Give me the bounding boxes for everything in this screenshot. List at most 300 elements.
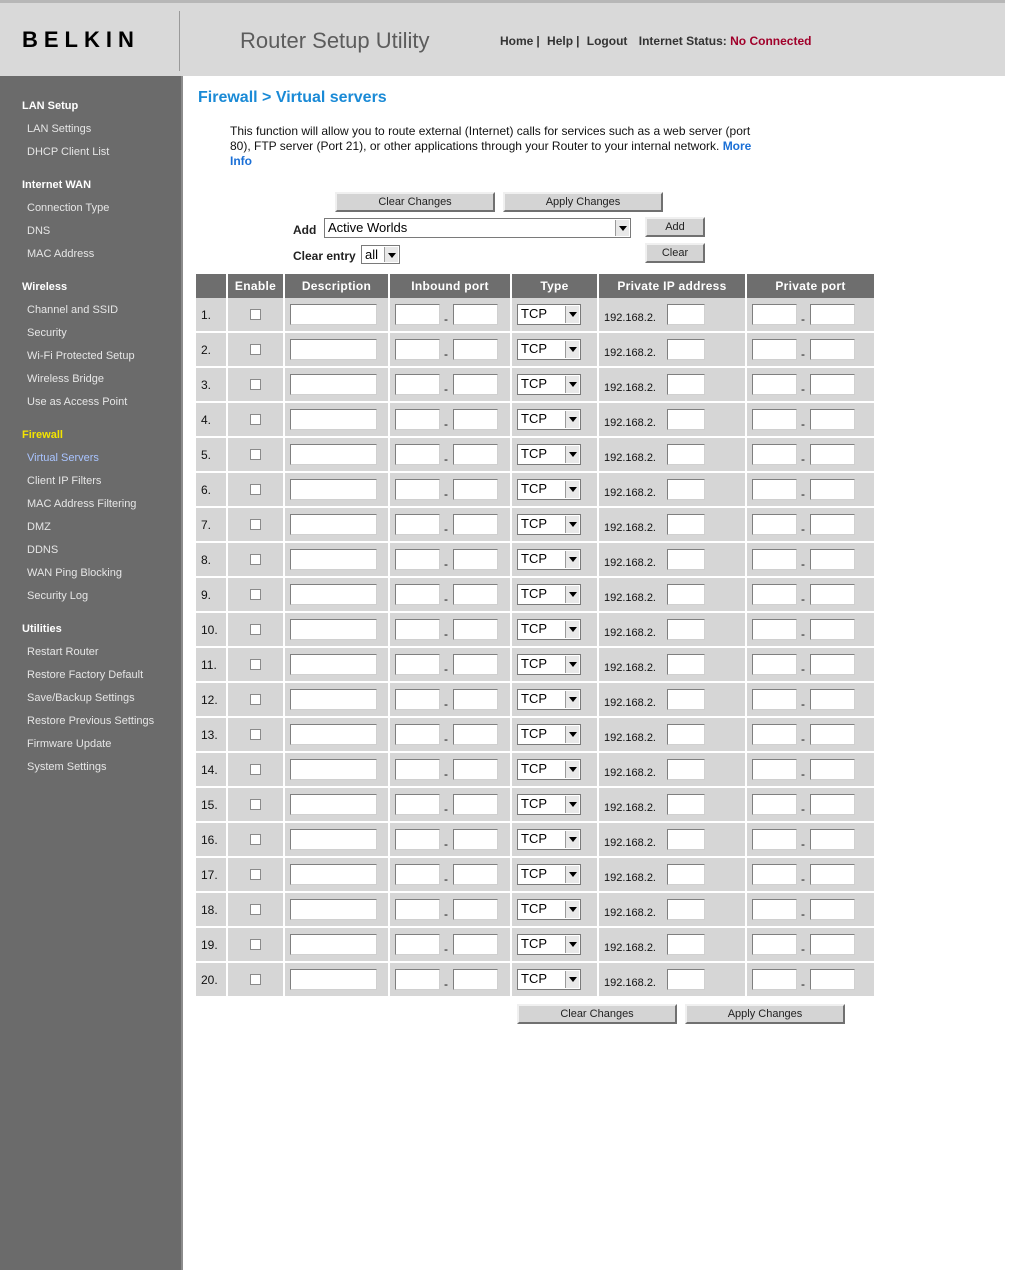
sidebar-item-save-backup-settings[interactable]: Save/Backup Settings: [27, 692, 135, 704]
description-input[interactable]: [290, 934, 377, 955]
private-port-end-input[interactable]: [810, 304, 855, 325]
home-link[interactable]: Home: [500, 34, 534, 48]
description-cell: [284, 298, 389, 332]
protocol-select[interactable]: [517, 864, 581, 885]
protocol-select[interactable]: [517, 339, 581, 360]
private-ip-input[interactable]: [667, 934, 705, 955]
private-ip-input[interactable]: [667, 514, 705, 535]
description-input[interactable]: [290, 479, 377, 500]
private-port-cell: [746, 298, 874, 332]
protocol-select[interactable]: [517, 374, 581, 395]
port-range-dash: -: [444, 662, 448, 676]
private-ip-input[interactable]: [667, 409, 705, 430]
enable-cell: [227, 822, 284, 857]
enable-checkbox[interactable]: [250, 484, 261, 495]
private-port-end-input[interactable]: [810, 934, 855, 955]
description-cell: [284, 962, 389, 997]
sidebar-item-dmz[interactable]: DMZ: [27, 521, 51, 533]
inbound-port-end-input[interactable]: [453, 409, 498, 430]
table-row: [196, 577, 874, 612]
sidebar-section-internet-wan: Internet WAN: [22, 179, 92, 191]
ip-prefix: 192.168.2.: [604, 487, 656, 499]
private-ip-cell: [598, 857, 746, 892]
description-input[interactable]: [290, 794, 377, 815]
table-row: [196, 892, 874, 927]
inbound-port-start-input[interactable]: [395, 689, 440, 710]
private-port-start-input[interactable]: [752, 304, 797, 325]
private-ip-input[interactable]: [667, 444, 705, 465]
inbound-port-end-input[interactable]: [453, 864, 498, 885]
sidebar-item-restart-router[interactable]: Restart Router: [27, 646, 99, 658]
inbound-port-end-input[interactable]: [453, 654, 498, 675]
protocol-value: TCP: [521, 901, 547, 916]
header-enable: Enable: [227, 274, 284, 298]
description-input[interactable]: [290, 514, 377, 535]
sidebar-item-restore-factory-default[interactable]: Restore Factory Default: [27, 669, 144, 681]
private-ip-input[interactable]: [667, 304, 705, 325]
port-range-dash: -: [801, 802, 805, 816]
page-description: [230, 124, 770, 169]
inbound-port-start-input[interactable]: [395, 969, 440, 990]
port-range-dash: -: [801, 837, 805, 851]
chevron-down-icon: [565, 551, 579, 568]
private-port-end-input[interactable]: [810, 899, 855, 920]
row-number: 13.: [196, 717, 227, 752]
private-port-start-input[interactable]: [752, 374, 797, 395]
sidebar-item-connection-type[interactable]: Connection Type: [27, 202, 110, 214]
port-range-dash: -: [801, 907, 805, 921]
inbound-port-cell: [389, 962, 511, 997]
private-port-cell: [746, 647, 874, 682]
enable-checkbox[interactable]: [250, 624, 261, 635]
enable-cell: [227, 437, 284, 472]
protocol-select[interactable]: [517, 479, 581, 500]
enable-checkbox[interactable]: [250, 519, 261, 530]
inbound-port-start-input[interactable]: [395, 864, 440, 885]
port-range-dash: -: [801, 662, 805, 676]
private-port-start-input[interactable]: [752, 339, 797, 360]
private-port-end-input[interactable]: [810, 374, 855, 395]
header-inbound-port: Inbound port: [389, 274, 511, 298]
private-ip-input[interactable]: [667, 374, 705, 395]
enable-cell: [227, 332, 284, 367]
description-text: This function will allow you to route external (Internet) calls for services such as a web server (port 80), FTP server (Port 21), or other applications through your Router to your internal network.: [230, 124, 751, 153]
internet-status-label: Internet Status:: [638, 34, 727, 48]
private-port-end-input[interactable]: [810, 479, 855, 500]
private-port-end-input[interactable]: [810, 969, 855, 990]
sidebar-item-wireless-bridge[interactable]: Wireless Bridge: [27, 373, 105, 385]
sidebar-item-restore-previous-settings[interactable]: Restore Previous Settings: [27, 715, 155, 727]
enable-checkbox[interactable]: [250, 694, 261, 705]
private-port-start-input[interactable]: [752, 724, 797, 745]
row-number: 11.: [196, 647, 227, 682]
protocol-select[interactable]: [517, 409, 581, 430]
sidebar-item-client-ip-filters[interactable]: Client IP Filters: [27, 475, 102, 487]
more-info-link[interactable]: More Info: [230, 139, 752, 168]
row-number: 18.: [196, 892, 227, 927]
port-range-dash: -: [444, 522, 448, 536]
inbound-port-end-input[interactable]: [453, 899, 498, 920]
inbound-port-start-input[interactable]: [395, 619, 440, 640]
inbound-port-end-input[interactable]: [453, 829, 498, 850]
inbound-port-end-input[interactable]: [453, 514, 498, 535]
port-range-dash: -: [801, 417, 805, 431]
belkin-logo: BELKIN: [22, 27, 140, 52]
inbound-port-end-input[interactable]: [453, 759, 498, 780]
sidebar-section-firewall: Firewall: [22, 429, 63, 441]
type-cell: [511, 682, 598, 717]
port-range-dash: -: [801, 942, 805, 956]
private-port-start-input[interactable]: [752, 934, 797, 955]
description-input[interactable]: [290, 549, 377, 570]
inbound-port-start-input[interactable]: [395, 479, 440, 500]
private-ip-input[interactable]: [667, 619, 705, 640]
chevron-down-icon: [565, 481, 579, 498]
enable-checkbox[interactable]: [250, 764, 261, 775]
sidebar-item-wi-fi-protected-setup[interactable]: Wi-Fi Protected Setup: [27, 350, 135, 362]
enable-cell: [227, 892, 284, 927]
inbound-port-cell: [389, 647, 511, 682]
enable-checkbox[interactable]: [250, 414, 261, 425]
protocol-value: TCP: [521, 481, 547, 496]
description-input[interactable]: [290, 899, 377, 920]
ip-prefix: 192.168.2.: [604, 977, 656, 989]
private-port-end-input[interactable]: [810, 584, 855, 605]
sidebar-item-lan-settings[interactable]: LAN Settings: [27, 123, 92, 135]
description-input[interactable]: [290, 444, 377, 465]
inbound-port-start-input[interactable]: [395, 934, 440, 955]
private-port-end-input[interactable]: [810, 689, 855, 710]
inbound-port-end-input[interactable]: [453, 724, 498, 745]
sidebar-item-mac-address[interactable]: MAC Address: [27, 248, 95, 260]
sidebar-item-channel-and-ssid[interactable]: Channel and SSID: [27, 304, 119, 316]
inbound-port-cell: [389, 927, 511, 962]
port-range-dash: -: [444, 837, 448, 851]
private-port-start-input[interactable]: [752, 759, 797, 780]
private-port-end-input[interactable]: [810, 444, 855, 465]
private-port-end-input[interactable]: [810, 339, 855, 360]
port-range-dash: -: [801, 977, 805, 991]
protocol-select[interactable]: [517, 304, 581, 325]
description-cell: [284, 752, 389, 787]
inbound-port-end-input[interactable]: [453, 794, 498, 815]
ip-prefix: 192.168.2.: [604, 417, 656, 429]
private-ip-input[interactable]: [667, 969, 705, 990]
inbound-port-start-input[interactable]: [395, 374, 440, 395]
type-cell: [511, 857, 598, 892]
type-cell: [511, 787, 598, 822]
protocol-value: TCP: [521, 341, 547, 356]
protocol-select[interactable]: [517, 969, 581, 990]
help-link[interactable]: Help: [547, 34, 574, 48]
table-row: [196, 927, 874, 962]
private-port-cell: [746, 612, 874, 647]
row-number: 17.: [196, 857, 227, 892]
sidebar-item-system-settings[interactable]: System Settings: [27, 761, 107, 773]
sidebar-item-dhcp-client-list[interactable]: DHCP Client List: [27, 146, 110, 158]
private-port-start-input[interactable]: [752, 514, 797, 535]
chevron-down-icon: [384, 247, 398, 262]
inbound-port-end-input[interactable]: [453, 479, 498, 500]
protocol-select[interactable]: [517, 444, 581, 465]
enable-checkbox[interactable]: [250, 834, 261, 845]
ip-prefix: 192.168.2.: [604, 557, 656, 569]
description-cell: [284, 717, 389, 752]
row-number: 10.: [196, 612, 227, 647]
private-port-end-input[interactable]: [810, 654, 855, 675]
description-input[interactable]: [290, 339, 377, 360]
description-cell: [284, 367, 389, 402]
port-range-dash: -: [444, 347, 448, 361]
private-port-start-input[interactable]: [752, 864, 797, 885]
port-range-dash: -: [801, 627, 805, 641]
private-port-start-input[interactable]: [752, 444, 797, 465]
inbound-port-cell: [389, 577, 511, 612]
private-ip-cell: [598, 927, 746, 962]
private-port-start-input[interactable]: [752, 479, 797, 500]
inbound-port-end-input[interactable]: [453, 689, 498, 710]
private-port-end-input[interactable]: [810, 514, 855, 535]
inbound-port-start-input[interactable]: [395, 794, 440, 815]
description-input[interactable]: [290, 374, 377, 395]
table-row: [196, 367, 874, 402]
description-input[interactable]: [290, 304, 377, 325]
protocol-select[interactable]: [517, 759, 581, 780]
private-port-end-input[interactable]: [810, 864, 855, 885]
private-port-end-input[interactable]: [810, 619, 855, 640]
chevron-down-icon: [565, 831, 579, 848]
port-range-dash: -: [444, 802, 448, 816]
inbound-port-start-input[interactable]: [395, 584, 440, 605]
inbound-port-end-input[interactable]: [453, 584, 498, 605]
inbound-port-start-input[interactable]: [395, 514, 440, 535]
enable-checkbox[interactable]: [250, 799, 261, 810]
protocol-select[interactable]: [517, 934, 581, 955]
inbound-port-cell: [389, 472, 511, 507]
inbound-port-start-input[interactable]: [395, 339, 440, 360]
row-number: 12.: [196, 682, 227, 717]
private-ip-input[interactable]: [667, 339, 705, 360]
private-ip-input[interactable]: [667, 794, 705, 815]
private-port-end-input[interactable]: [810, 549, 855, 570]
protocol-select[interactable]: [517, 794, 581, 815]
port-range-dash: -: [444, 592, 448, 606]
protocol-select[interactable]: [517, 689, 581, 710]
enable-checkbox[interactable]: [250, 309, 261, 320]
description-input[interactable]: [290, 864, 377, 885]
port-range-dash: -: [444, 907, 448, 921]
enable-checkbox[interactable]: [250, 379, 261, 390]
table-row: [196, 717, 874, 752]
protocol-value: TCP: [521, 306, 547, 321]
private-port-start-input[interactable]: [752, 969, 797, 990]
private-port-start-input[interactable]: [752, 899, 797, 920]
protocol-select[interactable]: [517, 724, 581, 745]
private-port-start-input[interactable]: [752, 619, 797, 640]
inbound-port-start-input[interactable]: [395, 759, 440, 780]
private-port-end-input[interactable]: [810, 829, 855, 850]
chevron-down-icon: [565, 446, 579, 463]
sidebar-item-security-log[interactable]: Security Log: [27, 590, 89, 602]
sidebar-item-firmware-update[interactable]: Firmware Update: [27, 738, 112, 750]
inbound-port-end-input[interactable]: [453, 304, 498, 325]
inbound-port-start-input[interactable]: [395, 304, 440, 325]
add-service-value: Active Worlds: [328, 220, 408, 235]
inbound-port-start-input[interactable]: [395, 899, 440, 920]
enable-checkbox[interactable]: [250, 449, 261, 460]
table-row: [196, 787, 874, 822]
private-port-start-input[interactable]: [752, 829, 797, 850]
private-ip-cell: [598, 822, 746, 857]
enable-checkbox[interactable]: [250, 729, 261, 740]
clear-changes-button-bottom[interactable]: Clear Changes: [517, 1004, 677, 1024]
port-range-dash: -: [801, 557, 805, 571]
protocol-select[interactable]: [517, 584, 581, 605]
chevron-down-icon: [615, 220, 629, 236]
apply-changes-button-bottom[interactable]: Apply Changes: [685, 1004, 845, 1024]
private-ip-input[interactable]: [667, 759, 705, 780]
private-port-start-input[interactable]: [752, 549, 797, 570]
protocol-select[interactable]: [517, 899, 581, 920]
description-input[interactable]: [290, 724, 377, 745]
inbound-port-cell: [389, 542, 511, 577]
inbound-port-cell: [389, 822, 511, 857]
private-port-cell: [746, 927, 874, 962]
chevron-down-icon: [565, 656, 579, 673]
private-ip-input[interactable]: [667, 479, 705, 500]
private-port-cell: [746, 892, 874, 927]
private-ip-input[interactable]: [667, 724, 705, 745]
protocol-select[interactable]: [517, 619, 581, 640]
enable-checkbox[interactable]: [250, 344, 261, 355]
inbound-port-end-input[interactable]: [453, 969, 498, 990]
private-port-start-input[interactable]: [752, 794, 797, 815]
inbound-port-start-input[interactable]: [395, 829, 440, 850]
description-input[interactable]: [290, 759, 377, 780]
add-service-select[interactable]: [324, 218, 631, 238]
add-button[interactable]: Add: [645, 217, 705, 237]
sidebar-item-virtual-servers[interactable]: Virtual Servers: [27, 452, 99, 464]
private-port-end-input[interactable]: [810, 759, 855, 780]
sidebar-item-mac-address-filtering[interactable]: MAC Address Filtering: [27, 498, 137, 510]
enable-cell: [227, 787, 284, 822]
chevron-down-icon: [565, 726, 579, 743]
private-port-start-input[interactable]: [752, 689, 797, 710]
private-ip-cell: [598, 612, 746, 647]
inbound-port-start-input[interactable]: [395, 654, 440, 675]
protocol-select[interactable]: [517, 549, 581, 570]
description-input[interactable]: [290, 829, 377, 850]
ip-prefix: 192.168.2.: [604, 452, 656, 464]
type-cell: [511, 752, 598, 787]
ip-prefix: 192.168.2.: [604, 662, 656, 674]
enable-cell: [227, 752, 284, 787]
private-ip-input[interactable]: [667, 829, 705, 850]
sidebar-nav: [0, 76, 183, 1270]
row-number: 7.: [196, 507, 227, 542]
enable-checkbox[interactable]: [250, 904, 261, 915]
description-cell: [284, 822, 389, 857]
apply-changes-button-top[interactable]: Apply Changes: [503, 192, 663, 212]
description-cell: [284, 612, 389, 647]
private-ip-input[interactable]: [667, 864, 705, 885]
chevron-down-icon: [565, 376, 579, 393]
protocol-select[interactable]: [517, 514, 581, 535]
description-input[interactable]: [290, 584, 377, 605]
table-row: [196, 857, 874, 892]
ip-prefix: 192.168.2.: [604, 802, 656, 814]
private-ip-input[interactable]: [667, 549, 705, 570]
inbound-port-end-input[interactable]: [453, 619, 498, 640]
inbound-port-end-input[interactable]: [453, 444, 498, 465]
private-port-end-input[interactable]: [810, 794, 855, 815]
inbound-port-end-input[interactable]: [453, 374, 498, 395]
description-cell: [284, 402, 389, 437]
enable-checkbox[interactable]: [250, 589, 261, 600]
enable-checkbox[interactable]: [250, 939, 261, 950]
inbound-port-start-input[interactable]: [395, 724, 440, 745]
inbound-port-start-input[interactable]: [395, 409, 440, 430]
enable-cell: [227, 507, 284, 542]
inbound-port-start-input[interactable]: [395, 549, 440, 570]
private-ip-input[interactable]: [667, 689, 705, 710]
private-ip-input[interactable]: [667, 584, 705, 605]
private-port-start-input[interactable]: [752, 409, 797, 430]
private-port-end-input[interactable]: [810, 409, 855, 430]
description-input[interactable]: [290, 619, 377, 640]
protocol-select[interactable]: [517, 829, 581, 850]
enable-checkbox[interactable]: [250, 974, 261, 985]
sidebar-item-use-as-access-point[interactable]: Use as Access Point: [27, 396, 128, 408]
description-cell: [284, 472, 389, 507]
enable-checkbox[interactable]: [250, 869, 261, 880]
inbound-port-cell: [389, 612, 511, 647]
chevron-down-icon: [565, 971, 579, 988]
inbound-port-end-input[interactable]: [453, 549, 498, 570]
private-port-start-input[interactable]: [752, 584, 797, 605]
clear-button[interactable]: Clear: [645, 243, 705, 263]
sidebar-item-wan-ping-blocking[interactable]: WAN Ping Blocking: [27, 567, 122, 579]
private-ip-input[interactable]: [667, 654, 705, 675]
ip-prefix: 192.168.2.: [604, 732, 656, 744]
description-input[interactable]: [290, 689, 377, 710]
private-port-start-input[interactable]: [752, 654, 797, 675]
inbound-port-cell: [389, 717, 511, 752]
clear-entry-select[interactable]: [361, 245, 400, 264]
chevron-down-icon: [565, 691, 579, 708]
protocol-select[interactable]: [517, 654, 581, 675]
enable-cell: [227, 402, 284, 437]
chevron-down-icon: [565, 936, 579, 953]
chevron-down-icon: [565, 796, 579, 813]
enable-checkbox[interactable]: [250, 554, 261, 565]
sidebar-item-ddns[interactable]: DDNS: [27, 544, 59, 556]
description-input[interactable]: [290, 654, 377, 675]
private-port-end-input[interactable]: [810, 724, 855, 745]
header-divider: [179, 11, 180, 71]
sidebar-item-dns[interactable]: DNS: [27, 225, 51, 237]
inbound-port-end-input[interactable]: [453, 339, 498, 360]
description-input[interactable]: [290, 409, 377, 430]
description-input[interactable]: [290, 969, 377, 990]
private-ip-input[interactable]: [667, 899, 705, 920]
inbound-port-end-input[interactable]: [453, 934, 498, 955]
enable-checkbox[interactable]: [250, 659, 261, 670]
logout-link[interactable]: Logout: [586, 34, 628, 48]
sidebar-item-security[interactable]: Security: [27, 327, 67, 339]
inbound-port-start-input[interactable]: [395, 444, 440, 465]
clear-changes-button-top[interactable]: Clear Changes: [335, 192, 495, 212]
